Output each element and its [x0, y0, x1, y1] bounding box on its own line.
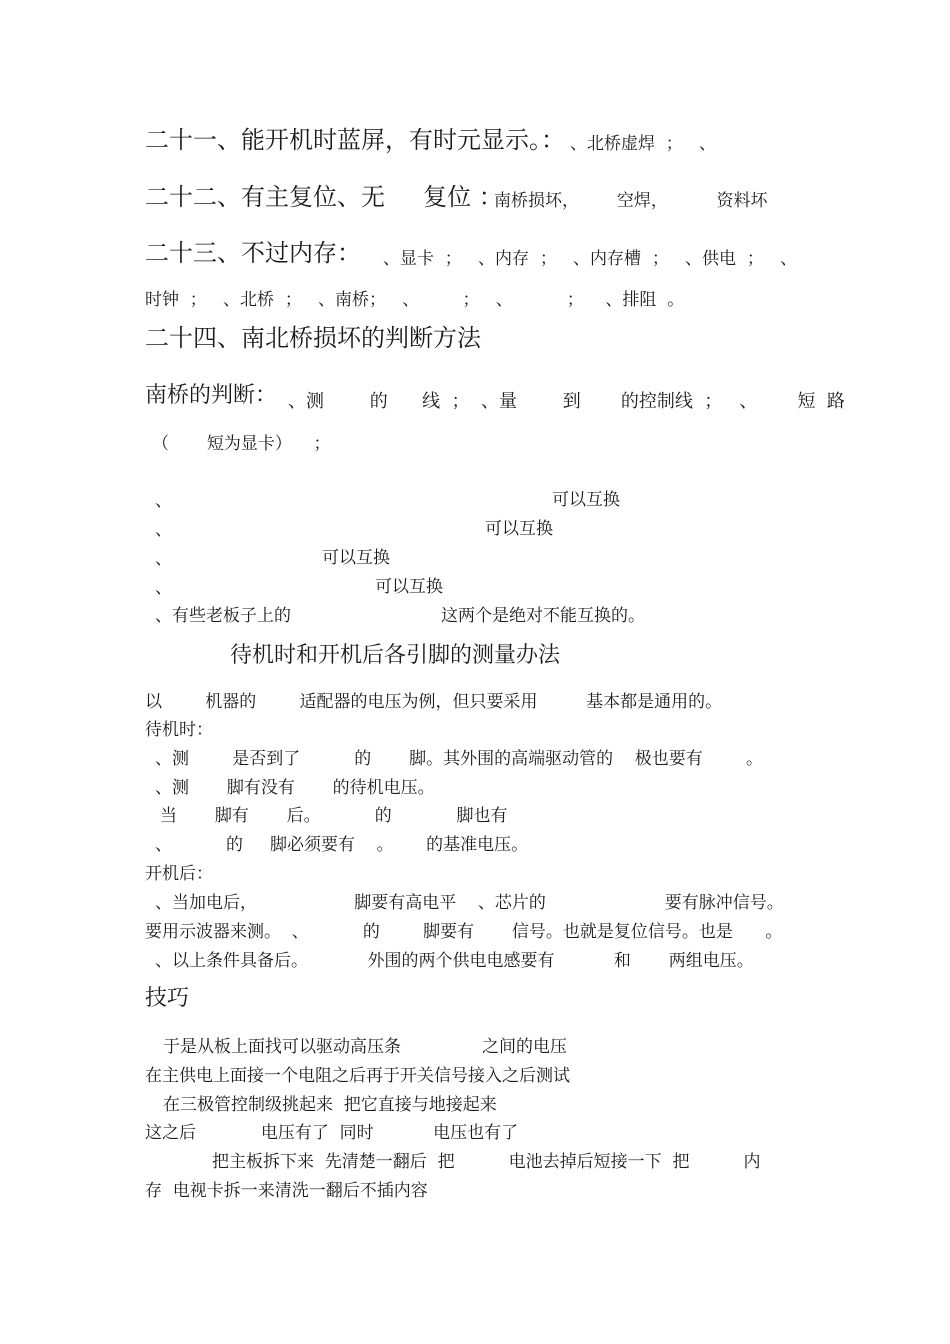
- heading-24: 二十四、南北桥损坏的判断方法: [145, 324, 481, 352]
- heading-measurement: 待机时和开机后各引脚的测量办法: [230, 643, 561, 668]
- list-item-2-text: 可以互换: [485, 519, 553, 539]
- list-item-5-text-2: 这两个是绝对不能互换的。: [441, 606, 645, 626]
- heading-22: 二十二、有主复位、无 复位 ：: [145, 183, 503, 211]
- list-item-1-bullet: 、: [155, 491, 172, 511]
- paragraph-line-3: 、测 是否到了 的 脚。其外围的高端驱动管的 极也要有 。: [155, 749, 763, 769]
- paragraph-line-10: 、以上条件具备后。 外围的两个供电电感要有 和 两组电压。: [155, 951, 754, 971]
- tips-line-4: 这之后 电压有了 同时 电压也有了: [145, 1123, 519, 1143]
- list-item-4-bullet: 、: [155, 578, 172, 598]
- south-bridge-label: 南桥的判断：: [145, 383, 278, 408]
- list-item-1-text: 可以互换: [552, 490, 620, 510]
- text-21-detail: 、北桥虚焊 ； 、: [570, 134, 717, 154]
- text-22-detail: 南桥损坏， 空焊， 资料坏: [494, 191, 768, 211]
- tips-line-5: 把主板拆下来 先清楚一翻后 把 电池去掉后短接一下 把 内: [212, 1152, 761, 1172]
- tips-line-1: 于是从板上面找可以驱动高压条 之间的电压: [163, 1037, 568, 1057]
- paragraph-line-5: 当 脚有 后。 的 脚也有: [160, 806, 508, 826]
- list-item-2-bullet: 、: [155, 520, 172, 540]
- paragraph-line-8: 、当加电后， 脚要有高电平 、芯片的 要有脉冲信号。: [155, 893, 784, 913]
- paragraph-line-1: 以 机器的 适配器的电压为例，但只要采用 基本都是通用的。: [145, 692, 723, 712]
- tips-line-3: 在三极管控制级挑起来 把它直接与地接起来: [163, 1095, 497, 1115]
- paragraph-line-2: 待机时：: [145, 720, 213, 740]
- list-item-3-text: 可以互换: [322, 548, 390, 568]
- tips-line-2: 在主供电上面接一个电阻之后再于开关信号接入之后测试: [145, 1066, 570, 1086]
- list-item-4-text: 可以互换: [375, 577, 443, 597]
- paragraph-line-4: 、测 脚有没有 的待机电压。: [155, 778, 435, 798]
- heading-tips: 技巧: [145, 986, 190, 1011]
- paragraph-line-6: 、 的 脚必须要有 。 的基准电压。: [155, 835, 529, 855]
- list-item-5-text: 、有些老板子上的: [155, 606, 291, 626]
- text-23-detail-2: 时钟 ； 、北桥 ； 、南桥； 、 ； 、 ； 、排阻 。: [145, 290, 685, 310]
- list-item-3-bullet: 、: [155, 549, 172, 569]
- heading-23: 二十三、不过内存：: [145, 239, 361, 267]
- text-23-detail: 、显卡 ； 、内存 ； 、内存槽 ； 、供电 ； 、: [383, 249, 798, 269]
- south-bridge-text-2: （ 短为显卡） ；: [152, 434, 331, 454]
- tips-line-6: 存 电视卡拆一来清洗一翻后不插内容: [145, 1181, 428, 1201]
- paragraph-line-7: 开机后：: [145, 864, 213, 884]
- south-bridge-text: 、测 的 线 ； 、量 到 的控制线 ； 、 短 路: [288, 391, 845, 412]
- paragraph-line-9: 要用示波器来测。 、 的 脚要有 信号。也就是复位信号。也是 。: [145, 922, 783, 942]
- heading-21: 二十一、能开机时蓝屏，有时元显示。：: [145, 126, 565, 154]
